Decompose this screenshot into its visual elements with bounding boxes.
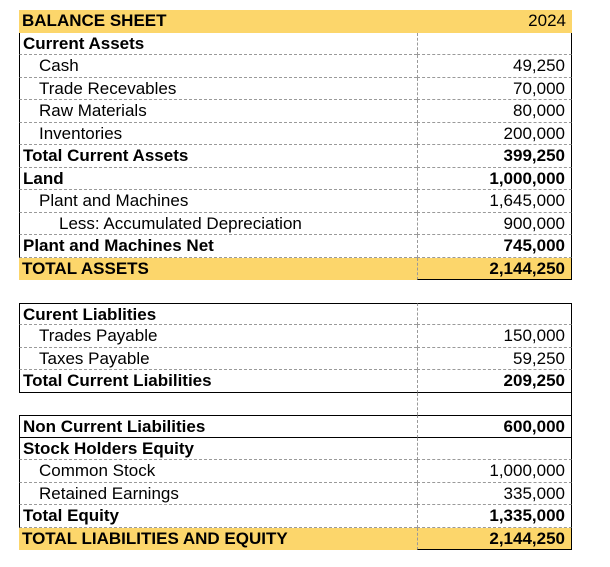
total-assets-label: TOTAL ASSETS bbox=[22, 258, 149, 278]
line-item-row bbox=[19, 168, 572, 191]
total-liabilities-equity-label: TOTAL LIABILITIES AND EQUITY bbox=[22, 528, 288, 548]
line-item-row bbox=[19, 100, 572, 123]
total-liabilities-equity-row bbox=[19, 528, 572, 551]
line-item-row bbox=[19, 325, 572, 348]
line-item-value: 200,000 bbox=[417, 123, 572, 146]
line-item-label: Inventories bbox=[19, 123, 417, 146]
line-item-value: 1,645,000 bbox=[417, 190, 572, 213]
line-item-label: Current Assets bbox=[19, 33, 417, 56]
line-item-row bbox=[19, 438, 572, 461]
line-item-value: 335,000 bbox=[417, 483, 572, 506]
non-current-liabilities-label: Non Current Liabilities bbox=[19, 415, 417, 438]
line-item-value: 745,000 bbox=[417, 235, 572, 258]
line-item-value: 1,000,000 bbox=[417, 460, 572, 483]
balance-sheet bbox=[19, 10, 572, 550]
line-item-row bbox=[19, 505, 572, 528]
line-item-row bbox=[19, 348, 572, 371]
line-item-value: 59,250 bbox=[417, 348, 572, 371]
line-item-value: 80,000 bbox=[417, 100, 572, 123]
line-item-label: Raw Materials bbox=[19, 100, 417, 123]
line-item-label: Stock Holders Equity bbox=[19, 438, 417, 461]
line-item-value: 900,000 bbox=[417, 213, 572, 236]
line-item-row bbox=[19, 370, 572, 393]
sheet-header-row bbox=[19, 10, 572, 33]
line-item-label: Less: Accumulated Depreciation bbox=[19, 213, 417, 236]
spacer-row bbox=[19, 393, 572, 416]
total-assets-value: 2,144,250 bbox=[417, 258, 572, 281]
line-item-value bbox=[417, 438, 572, 461]
line-item-row bbox=[19, 123, 572, 146]
line-item-label: Retained Earnings bbox=[19, 483, 417, 506]
line-item-row bbox=[19, 55, 572, 78]
line-item-row bbox=[19, 483, 572, 506]
current-liabilities-section bbox=[19, 303, 572, 393]
line-item-label: Total Current Assets bbox=[19, 145, 417, 168]
equity-section bbox=[19, 438, 572, 528]
spacer-row bbox=[19, 280, 572, 303]
line-item-label: Total Current Liabilities bbox=[19, 370, 417, 393]
spacer-cell bbox=[417, 393, 572, 416]
line-item-label: Plant and Machines bbox=[19, 190, 417, 213]
line-item-row bbox=[19, 460, 572, 483]
line-item-value bbox=[417, 33, 572, 56]
sheet-title: BALANCE SHEET bbox=[22, 11, 167, 30]
line-item-label: Trade Recevables bbox=[19, 78, 417, 101]
non-current-liabilities-row bbox=[19, 415, 572, 438]
line-item-row bbox=[19, 213, 572, 236]
line-item-row bbox=[19, 33, 572, 56]
sheet-year: 2024 bbox=[528, 11, 566, 30]
total-assets-row bbox=[19, 258, 572, 281]
line-item-value: 150,000 bbox=[417, 325, 572, 348]
line-item-row bbox=[19, 235, 572, 258]
total-liabilities-equity-value: 2,144,250 bbox=[417, 528, 572, 551]
line-item-row bbox=[19, 190, 572, 213]
line-item-label: Total Equity bbox=[19, 505, 417, 528]
line-item-value: 399,250 bbox=[417, 145, 572, 168]
line-item-label: Cash bbox=[19, 55, 417, 78]
line-item-label: Taxes Payable bbox=[19, 348, 417, 371]
line-item-row bbox=[19, 303, 572, 326]
line-item-row bbox=[19, 78, 572, 101]
line-item-label: Trades Payable bbox=[19, 325, 417, 348]
line-item-value: 1,335,000 bbox=[417, 505, 572, 528]
non-current-liabilities-value: 600,000 bbox=[417, 415, 572, 438]
line-item-row bbox=[19, 145, 572, 168]
line-item-label: Plant and Machines Net bbox=[19, 235, 417, 258]
line-item-value: 70,000 bbox=[417, 78, 572, 101]
line-item-label: Common Stock bbox=[19, 460, 417, 483]
line-item-value: 1,000,000 bbox=[417, 168, 572, 191]
line-item-value: 209,250 bbox=[417, 370, 572, 393]
line-item-value bbox=[417, 303, 572, 326]
line-item-label: Land bbox=[19, 168, 417, 191]
assets-section bbox=[19, 33, 572, 258]
line-item-label: Curent Liablities bbox=[19, 303, 417, 326]
line-item-value: 49,250 bbox=[417, 55, 572, 78]
